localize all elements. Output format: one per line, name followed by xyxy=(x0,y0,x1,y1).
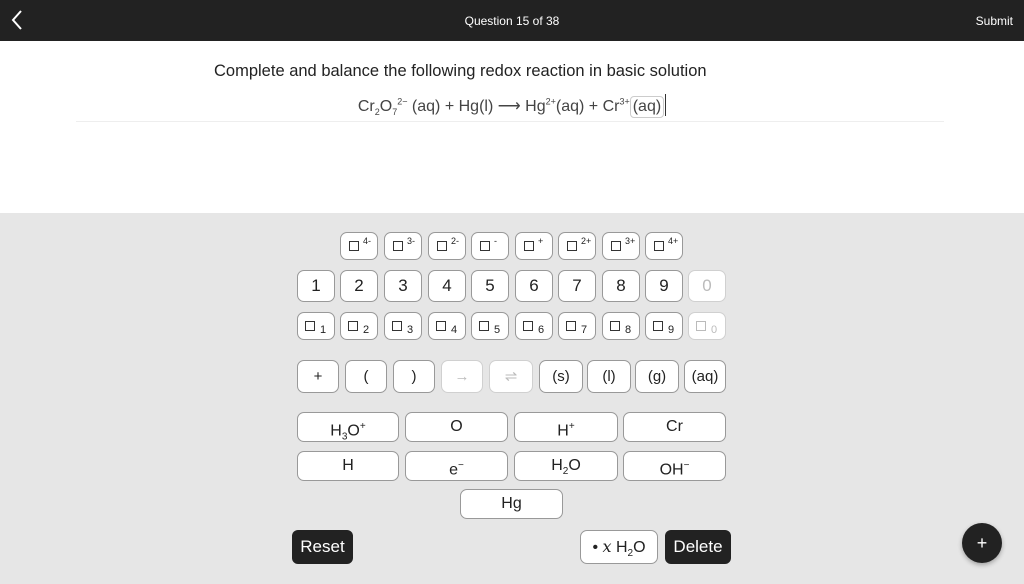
charge-label: 4+ xyxy=(668,236,679,246)
number-key-7[interactable]: 7 xyxy=(558,270,596,302)
placeholder-box-icon xyxy=(480,241,490,251)
charge-label: 2+ xyxy=(581,236,592,246)
charge-label: - xyxy=(494,236,497,246)
species-label: O xyxy=(347,422,360,440)
dichromate-state: (aq) xyxy=(411,98,441,115)
placeholder-box-icon xyxy=(436,321,446,331)
equilibrium-arrow-key[interactable]: ⇌ xyxy=(489,360,533,393)
mercury-ion-state: (aq) xyxy=(555,98,585,115)
charge-key-2plus[interactable] xyxy=(558,232,596,260)
chromium-ion-charge: 3+ xyxy=(619,96,630,107)
gas-state-key[interactable]: (g) xyxy=(635,360,679,393)
placeholder-box-icon xyxy=(610,321,620,331)
species-label: O xyxy=(633,539,646,556)
placeholder-box-icon xyxy=(523,321,533,331)
hydrogen-key[interactable]: H xyxy=(297,451,399,481)
placeholder-box-icon xyxy=(567,241,577,251)
subscript-label: 4 xyxy=(451,324,458,336)
solid-state-key[interactable]: (s) xyxy=(539,360,583,393)
charge-key-3plus[interactable] xyxy=(602,232,640,260)
reset-button[interactable]: Reset xyxy=(292,530,353,564)
subscript-key-6[interactable] xyxy=(515,312,553,340)
placeholder-box-icon xyxy=(524,241,534,251)
placeholder-box-icon xyxy=(479,321,489,331)
active-input-box[interactable] xyxy=(630,96,664,118)
subscript-label: 5 xyxy=(494,324,501,336)
subscript-key-5[interactable] xyxy=(471,312,509,340)
hydrate-water-button[interactable] xyxy=(580,530,658,564)
placeholder-box-icon xyxy=(654,241,664,251)
mercury-ion-charge: 2+ xyxy=(545,96,556,107)
species-subscript: 3 xyxy=(341,431,348,443)
placeholder-box-icon xyxy=(305,321,315,331)
dichromate-o: O xyxy=(379,98,393,115)
number-key-5[interactable]: 5 xyxy=(471,270,509,302)
charge-label: 2- xyxy=(451,236,460,246)
dichromate-cr: Cr xyxy=(357,98,375,115)
plus-sign: + xyxy=(444,98,455,115)
number-key-3[interactable]: 3 xyxy=(384,270,422,302)
dichromate-sub7: 7 xyxy=(392,107,398,118)
question-counter: Question 15 of 38 xyxy=(464,14,560,28)
species-charge: − xyxy=(458,460,464,471)
species-label: H xyxy=(557,422,569,440)
placeholder-box-icon xyxy=(392,321,402,331)
placeholder-box-icon xyxy=(437,241,447,251)
species-label: H xyxy=(551,457,563,474)
species-charge: − xyxy=(683,460,690,471)
charge-label: 3- xyxy=(407,236,416,246)
number-key-1[interactable]: 1 xyxy=(297,270,335,302)
chromium-ion: Cr xyxy=(602,98,620,115)
charge-key-4plus[interactable] xyxy=(645,232,683,260)
charge-key-plus[interactable] xyxy=(515,232,553,260)
species-label: H xyxy=(330,422,342,440)
subscript-label: 2 xyxy=(363,324,370,336)
species-label: e xyxy=(449,461,459,479)
subscript-label: 9 xyxy=(668,324,675,336)
subscript-key-8[interactable] xyxy=(602,312,640,340)
plus-icon[interactable]: + xyxy=(962,523,1002,563)
subscript-label: 1 xyxy=(320,324,327,336)
x-variable: x xyxy=(602,537,612,556)
placeholder-box-icon xyxy=(696,321,706,331)
question-panel xyxy=(0,41,1024,213)
submit-button[interactable]: Submit xyxy=(975,14,1013,28)
reaction-equation[interactable] xyxy=(0,94,1024,118)
subscript-label: 8 xyxy=(625,324,632,336)
species-charge: + xyxy=(359,421,366,432)
top-bar xyxy=(0,0,1024,41)
charge-key-minus[interactable] xyxy=(471,232,509,260)
electron-key[interactable] xyxy=(405,451,508,481)
number-key-6[interactable]: 6 xyxy=(515,270,553,302)
chromium-ion-state: (aq) xyxy=(632,98,662,115)
oxygen-key[interactable]: O xyxy=(405,412,508,442)
subscript-label: 6 xyxy=(538,324,545,336)
subscript-label: 3 xyxy=(407,324,414,336)
species-label: O xyxy=(568,457,581,474)
plus-key[interactable]: + xyxy=(297,360,339,393)
species-label: OH xyxy=(659,461,684,479)
charge-label: + xyxy=(538,236,544,246)
placeholder-box-icon xyxy=(566,321,576,331)
dot-label: • xyxy=(592,539,599,556)
liquid-state-key[interactable]: (l) xyxy=(587,360,631,393)
subscript-key-2[interactable] xyxy=(340,312,378,340)
reaction-arrow: ⟶ xyxy=(497,98,521,115)
charge-label: 4- xyxy=(363,236,372,246)
species-subscript: 2 xyxy=(562,466,569,478)
species-charge: + xyxy=(568,421,575,432)
mercury-ion: Hg xyxy=(525,98,546,115)
subscript-key-7[interactable] xyxy=(558,312,596,340)
dichromate-sub2: 2 xyxy=(374,107,380,118)
number-key-0[interactable]: 0 xyxy=(688,270,726,302)
equation-divider xyxy=(76,121,944,122)
delete-button[interactable]: Delete xyxy=(665,530,731,564)
number-key-2[interactable]: 2 xyxy=(340,270,378,302)
mercury-liquid: Hg(l) xyxy=(458,98,494,115)
subscript-label: 0 xyxy=(711,324,718,336)
placeholder-box-icon xyxy=(349,241,359,251)
hydroxide-key[interactable] xyxy=(623,451,726,481)
placeholder-box-icon xyxy=(393,241,403,251)
placeholder-box-icon xyxy=(348,321,358,331)
subscript-label: 7 xyxy=(581,324,588,336)
subscript-key-0[interactable] xyxy=(688,312,726,340)
number-key-4[interactable]: 4 xyxy=(428,270,466,302)
charge-key-4minus[interactable] xyxy=(340,232,378,260)
water-key[interactable] xyxy=(514,451,618,481)
charge-key-3minus[interactable] xyxy=(384,232,422,260)
subscript-key-9[interactable] xyxy=(645,312,683,340)
species-label: H xyxy=(615,539,628,556)
charge-label: 3+ xyxy=(625,236,636,246)
right-paren-key[interactable]: ) xyxy=(393,360,435,393)
placeholder-box-icon xyxy=(611,241,621,251)
species-subscript: 2 xyxy=(627,548,634,560)
subscript-key-4[interactable] xyxy=(428,312,466,340)
subscript-key-3[interactable] xyxy=(384,312,422,340)
plus-sign: + xyxy=(588,98,599,115)
chromium-key[interactable]: Cr xyxy=(623,412,726,442)
charge-key-2minus[interactable] xyxy=(428,232,466,260)
mercury-key[interactable]: Hg xyxy=(460,489,563,519)
placeholder-box-icon xyxy=(653,321,663,331)
number-key-8[interactable]: 8 xyxy=(602,270,640,302)
number-key-9[interactable]: 9 xyxy=(645,270,683,302)
subscript-key-1[interactable] xyxy=(297,312,335,340)
reaction-arrow-key[interactable]: → xyxy=(441,360,483,393)
left-paren-key[interactable]: ( xyxy=(345,360,387,393)
hydronium-key[interactable] xyxy=(297,412,399,442)
aqueous-state-key[interactable]: (aq) xyxy=(684,360,726,393)
question-prompt: Complete and balance the following redox reaction in basic solution xyxy=(214,62,707,80)
dichromate-charge: 2− xyxy=(397,96,408,107)
proton-key[interactable] xyxy=(514,412,618,442)
text-caret xyxy=(665,94,666,116)
